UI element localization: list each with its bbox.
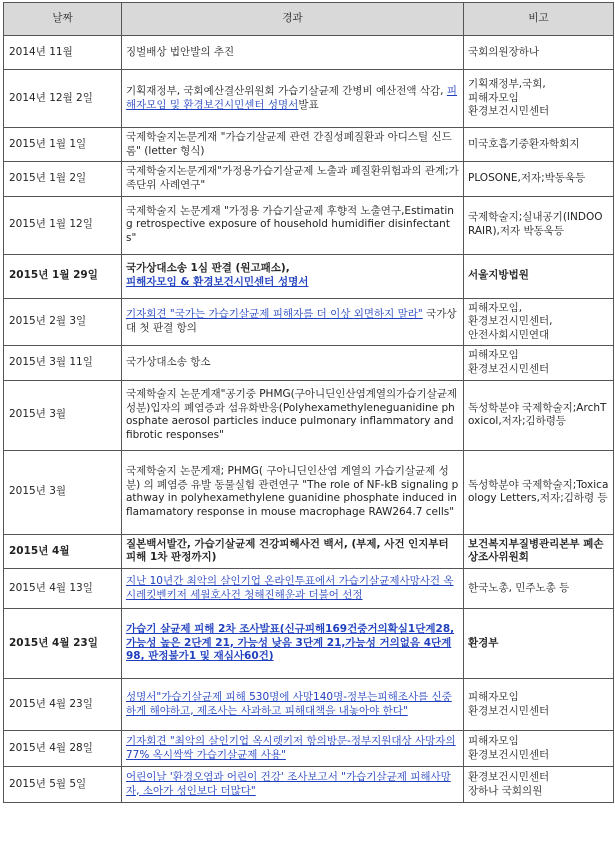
- event-text: 국가상대 첫 판결 항의: [126, 308, 457, 335]
- event-link[interactable]: 피해자모임 및 환경보건시민센터 성명서: [126, 84, 458, 111]
- row-note: 독성학분야 국제학술지;ArchToxicol,저자;김하령등: [464, 380, 614, 450]
- row-note: 서울지방법원: [464, 254, 614, 298]
- row-date: 2015년 2월 3일: [4, 298, 122, 346]
- row-date: 2014년 12월 2일: [4, 70, 122, 128]
- row-event: [122, 767, 464, 803]
- row-event: [122, 380, 464, 450]
- row-note: 보건복지부질병관리본부 폐손상조사위원회: [464, 534, 614, 568]
- row-date: 2015년 3월: [4, 380, 122, 450]
- row-note: 피해자모임, 환경보건시민센터, 안전사회시민연대: [464, 298, 614, 346]
- table-row: [4, 731, 614, 767]
- table-row: [4, 380, 614, 450]
- row-event: [122, 679, 464, 731]
- row-note: 국회의원장하나: [464, 36, 614, 70]
- row-date: 2015년 4월 23일: [4, 679, 122, 731]
- table-row: [4, 162, 614, 196]
- event-text: 국제학술지 논문게재 "가정용 가습기살균제 후향적 노출연구,Estimating retrospective exposure of household humidifier disinfectants": [126, 204, 454, 244]
- table-row: [4, 298, 614, 346]
- event-link[interactable]: 피해자모임 & 환경보건시민센터 성명서: [126, 276, 309, 289]
- row-date: 2015년 4월 13일: [4, 569, 122, 609]
- row-date: 2015년 4월: [4, 534, 122, 568]
- row-event: [122, 450, 464, 534]
- row-date: 2014년 11월: [4, 36, 122, 70]
- table-row: [4, 70, 614, 128]
- row-note: 환경보건시민센터 장하나 국회의원: [464, 767, 614, 803]
- event-text: 징벌배상 법안발의 추진: [126, 45, 235, 58]
- row-date: 2015년 1월 1일: [4, 128, 122, 162]
- header-date: 날짜: [4, 3, 122, 36]
- row-date: 2015년 1월 2일: [4, 162, 122, 196]
- row-date: 2015년 1월 12일: [4, 196, 122, 254]
- row-event: [122, 162, 464, 196]
- table-row: [4, 569, 614, 609]
- event-link[interactable]: 가습기 살균제 피해 2차 조사발표(신규피해169건중거의확실1단계28, 가능성 높은 2단계 21, 가능성 낮음 3단계 21,가능성 거의없음 4단계 98, 판정불가1 및 재심사60건): [126, 623, 455, 663]
- row-event: [122, 569, 464, 609]
- table-row: [4, 36, 614, 70]
- row-date: 2015년 3월 11일: [4, 346, 122, 380]
- row-date: 2015년 4월 28일: [4, 731, 122, 767]
- table-row: [4, 609, 614, 679]
- row-note: 국제학술지;실내공기(INDOORAIR),저자 박동욱등: [464, 196, 614, 254]
- row-event: [122, 298, 464, 346]
- event-link[interactable]: 기자회견 "국가는 가습기살균제 피해자를 더 이상 외면하지 말라": [126, 308, 423, 321]
- row-note: 환경부: [464, 609, 614, 679]
- row-date: 2015년 4월 23일: [4, 609, 122, 679]
- row-note: 피해자모임 환경보건시민센터: [464, 346, 614, 380]
- event-link[interactable]: 기자회견 "최악의 살인기업 옥시렛키저 항의방문-정부지원대상 사망자의 77% 옥시싹싹 가습기살균제 사용": [126, 734, 456, 761]
- row-event: [122, 609, 464, 679]
- row-event: [122, 254, 464, 298]
- event-text: 기획재정부, 국회예산결산위원회 가습기살균제 간병비 예산전액 삭감,: [126, 84, 447, 97]
- row-event: [122, 196, 464, 254]
- row-event: [122, 346, 464, 380]
- event-text: 국가상대소송 항소: [126, 356, 211, 369]
- row-event: [122, 534, 464, 568]
- event-text: 발표: [298, 98, 319, 111]
- event-text: 국제학술지 논문게재"공기중 PHMG(구아니딘인산염계열의가습기살균제성분)입자의 폐염증과 섬유화반응(Polyhexamethyleneguanidine phosphate aerosol particles induce pulmonary inflammatory and fibrotic responses": [126, 387, 458, 441]
- table-row: [4, 128, 614, 162]
- row-note: 미국호흡기중환자학회지: [464, 128, 614, 162]
- event-text: 국제학술지논문게재 "가습기살균제 관련 간질성폐질환과 아디스틸 신드롬" (letter 형식): [126, 131, 452, 157]
- table-row: [4, 534, 614, 568]
- row-date: 2015년 1월 29일: [4, 254, 122, 298]
- row-note: 독성학분야 국제학술지;Toxicaology Letters,저자;김하령 등: [464, 450, 614, 534]
- row-event: [122, 70, 464, 128]
- event-link[interactable]: 성명서"가습기살균제 피해 530명에 사망140명-정부는피해조사를 신중하게 해야하고, 제조사는 사과하고 피해대책을 내놓아야 한다": [126, 690, 452, 717]
- table-row: [4, 450, 614, 534]
- header-note: 비고: [464, 3, 614, 36]
- row-note: 피해자모임 환경보건시민센터: [464, 731, 614, 767]
- header-row: [4, 3, 614, 36]
- row-note: 한국노총, 민주노총 등: [464, 569, 614, 609]
- event-text: 국가상대소송 1심 판결 (원고패소),: [126, 262, 290, 275]
- table-row: [4, 346, 614, 380]
- row-note: 기획재정부,국회, 피해자모임 환경보건시민센터: [464, 70, 614, 128]
- row-event: [122, 731, 464, 767]
- row-note: 피해자모임 환경보건시민센터: [464, 679, 614, 731]
- table-row: [4, 767, 614, 803]
- row-date: 2015년 3월: [4, 450, 122, 534]
- event-link[interactable]: 지난 10년간 최악의 살인기업 온라인투표에서 가습기살균제사망사건 옥시레킷벤키저 세월호사건 청해진해운과 더불어 선정: [126, 574, 454, 601]
- table-row: [4, 679, 614, 731]
- table-row: [4, 196, 614, 254]
- row-note: PLOSONE,저자;박동욱등: [464, 162, 614, 196]
- row-event: [122, 36, 464, 70]
- event-text: 국제학술지논문게재"가정용가습기살균제 노출과 폐질환위험과의 관계;가족단위 사례연구": [126, 165, 459, 191]
- header-event: 경과: [122, 3, 464, 36]
- event-text: 국제학술지 논문게재; PHMG( 구아니딘인산염 계열의 가습기살균제 성분) 의 폐염증 유발 동물실험 관련연구 "The role of NF-kB signaling pathway in polyhexamethylene guanidine phosphate induced inflamamatory response in mouse macrophage RAW264.7 cells": [126, 464, 459, 518]
- row-event: [122, 128, 464, 162]
- timeline-table: [3, 2, 614, 803]
- table-row: [4, 254, 614, 298]
- event-link[interactable]: 어린이날 '환경오염과 어린이 건강' 조사보고서 "가습기살균제 피해사망자, 소아가 성인보다 더많다": [126, 770, 451, 797]
- event-text: 질본백서발간, 가습기살균제 건강피해사건 백서, (부제, 사건 인지부터 피해 1차 판정까지): [126, 537, 449, 564]
- row-date: 2015년 5월 5일: [4, 767, 122, 803]
